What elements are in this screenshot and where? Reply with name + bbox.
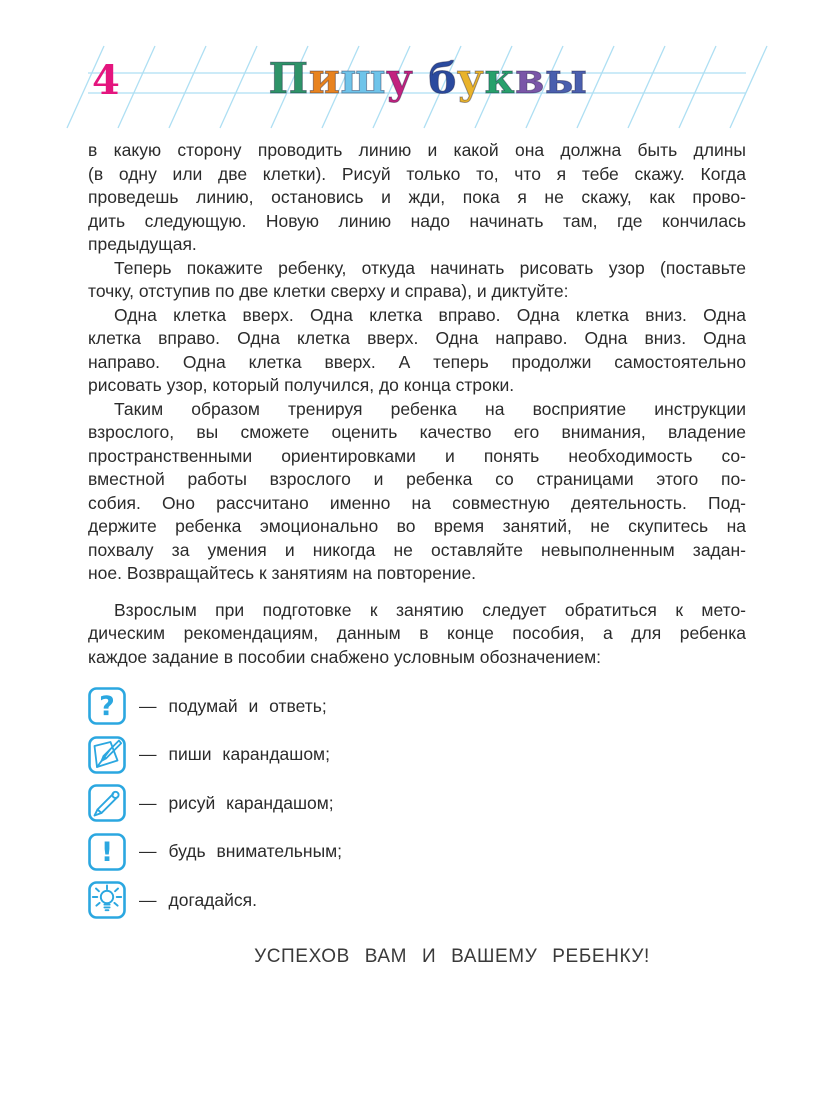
title-letter: и <box>308 54 341 103</box>
title-letter: в <box>515 54 545 103</box>
legend-dash: — <box>139 889 157 910</box>
text-line: рисовать узор, который получился, до конца строки. <box>88 375 515 395</box>
text-line: ное. Возвращайтесь к занятиям на повторение. <box>88 563 477 583</box>
text-line: (в одну или две клетки). Рисуй только то, что я тебе скажу. Когда <box>88 163 746 184</box>
paragraph <box>88 304 746 398</box>
text-line: проведешь линию, остановись и жди, пока я не скажу, как прово- <box>88 187 746 207</box>
text-body <box>88 139 746 669</box>
legend-dash: — <box>139 744 157 764</box>
text-line: вместной работы взрослого и ребенка со страницами этого по- <box>88 469 746 489</box>
lightbulb-icon <box>88 881 126 919</box>
text-line: собия. Оно рассчитано именно на совместную деятельность. Под- <box>88 492 746 513</box>
page-number: 4 <box>92 57 120 104</box>
title-letter: у <box>456 54 485 103</box>
pencil-draw-icon <box>88 784 126 822</box>
legend-label: пиши карандашом; <box>168 744 330 764</box>
title-letter: ы <box>544 54 588 103</box>
text-line: направо. Одна клетка вверх. А теперь продолжи самостоятельно <box>88 351 746 372</box>
title-letter: ш <box>340 54 387 103</box>
paragraph <box>88 398 746 586</box>
legend-dash: — <box>139 792 157 813</box>
text-line: клетка вправо. Одна клетка вверх. Одна направо. Одна вниз. Одна <box>88 328 746 348</box>
text-line: Таким образом тренируя ребенка на восприятие инструкции <box>114 398 746 419</box>
title-letter: б <box>428 54 457 103</box>
title-letter: П <box>268 54 309 103</box>
legend-item <box>88 687 342 725</box>
legend-item <box>88 784 342 822</box>
legend-label: рисуй карандашом; <box>168 792 334 813</box>
legend-label: будь внимательным; <box>168 841 343 861</box>
legend-item <box>88 833 342 871</box>
legend-label: догадайся. <box>168 889 257 910</box>
title-letter: у <box>386 54 414 103</box>
paragraph <box>88 599 746 670</box>
text-line: дить следующую. Новую линию надо начинать там, где кончилась <box>88 210 746 231</box>
legend-item <box>88 736 342 774</box>
text-line: в какую сторону проводить линию и какой она должна быть длины <box>88 140 746 160</box>
legend-dash: — <box>139 841 157 861</box>
svg-text:!: ! <box>100 836 114 868</box>
legend-dash: — <box>139 695 157 716</box>
text-line: похвалу за умения и никогда не оставляйте невыполненным задан- <box>88 539 746 560</box>
text-line: точку, отступив по две клетки сверху и справа), и диктуйте: <box>88 281 569 301</box>
paragraph <box>88 257 746 304</box>
text-line: дическим рекомендациям, данным в конце пособия, а для ребенка <box>88 623 746 643</box>
text-line: каждое задание в пособии снабжено условным обозначением: <box>88 646 602 667</box>
question-icon <box>88 687 126 725</box>
text-line: пространственными ориентировками и понять необходимость со- <box>88 445 746 466</box>
text-line: Одна клетка вверх. Одна клетка вправо. Одна клетка вниз. Одна <box>114 304 746 325</box>
legend <box>88 687 342 930</box>
text-line: держите ребенка эмоционально во время занятий, не скупитесь на <box>88 516 746 536</box>
footer-text: УСПЕХОВ ВАМ И ВАШЕМУ РЕБЕНКУ! <box>254 946 650 967</box>
exclamation-icon <box>88 833 126 871</box>
legend-item <box>88 881 342 919</box>
text-line: взрослого, вы сможете оценить качество его внимания, владение <box>88 422 746 442</box>
title-letter: к <box>484 54 516 103</box>
text-line: Теперь покажите ребенку, откуда начинать рисовать узор (поставьте <box>114 257 746 278</box>
legend-label: подумай и ответь; <box>168 695 327 716</box>
page-title <box>0 54 820 104</box>
svg-text:?: ? <box>99 691 115 722</box>
pencil-write-icon <box>88 736 126 774</box>
text-line: Взрослым при подготовке к занятию следует обратиться к мето- <box>114 599 746 620</box>
paragraph <box>88 139 746 257</box>
text-line: предыдущая. <box>88 234 197 254</box>
